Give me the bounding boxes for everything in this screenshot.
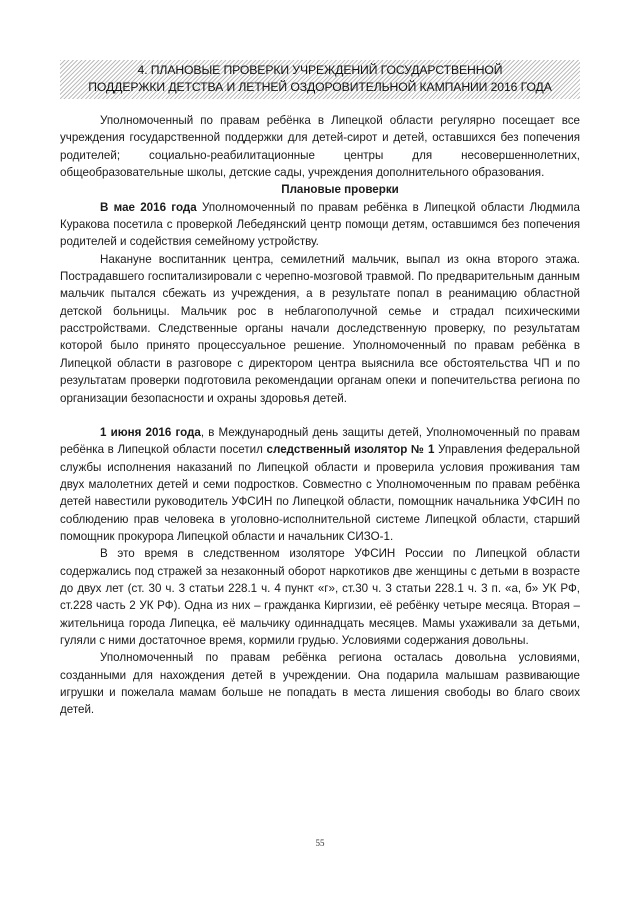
june-paragraph xyxy=(60,424,580,545)
mothers-paragraph: В это время в следственном изоляторе УФСИН России по Липецкой области содержались под стражей за незаконный оборот наркотиков две женщины с детьми в возрасте до двух лет (ст. 30 ч. 3 статьи 228.1 ч. 4 пункт «г», ст.30 ч. 3 статьи 228.1 ч. 3 п. «а, б» УК РФ, ст.228 часть 2 УК РФ). Одна из них – гражданка Киргизии, её ребёнку четыре месяца. Вторая – жительница города Липецка, её мальчику одиннадцать месяцев. Мамы ухаживали за детьми, гуляли с ними достаточное время, кормили грудью. Условиями содержания довольны. xyxy=(60,547,580,647)
intro-paragraph: Уполномоченный по правам ребёнка в Липецкой области регулярно посещает все учреждения государственной поддержки для детей-сирот и детей, оставшихся без попечения родителей; социально-реабилитационные центры для несовершеннолетних, общеобразовательные школы, детские сады, учреждения дополнительного образования. xyxy=(60,114,580,180)
section-heading xyxy=(60,60,580,99)
june-text-mid: , в Международный день защиты детей, Уполномоченный по правам ребёнка в Липецкой области посетил xyxy=(60,425,580,457)
may-date-lead: В мае 2016 года xyxy=(100,200,197,214)
incident-paragraph: Накануне воспитанник центра, семилетний мальчик, выпал из окна второго этажа. Пострадавшего госпитализировали с черепно-мозговой травмой. По предварительным данным мальчик пытался сбежать из учреждения, а в результате попал в реанимацию областной детской больницы. Мальчик рос в неблагополучной семье и страдал психическими расстройствами. Следственные органы начали доследственную проверку, по результатам которой было принято процессуальное решение. Уполномоченный по правам ребёнка в Липецкой области в разговоре с директором центра выяснила все обстоятельства ЧП и по результатам проверки подготовила рекомендации органам опеки и попечительства региона по организации безопасности и охраны здоровья детей. xyxy=(60,252,580,405)
section-heading-line-1: 4. ПЛАНОВЫЕ ПРОВЕРКИ УЧРЕЖДЕНИЙ ГОСУДАРСТВЕННОЙ xyxy=(137,63,503,77)
may-text: Уполномоченный по правам ребёнка в Липецкой области Людмила Куракова посетила с проверкой Лебедянский центр помощи детям, оставшимся без попечения родителей и содействия семейному устройству. xyxy=(60,200,580,249)
may-paragraph xyxy=(60,199,580,251)
document-body xyxy=(60,112,580,719)
june-text-rest: Управления федеральной службы исполнения наказаний по Липецкой области и проверила условия проживания там двух малолетних детей и семи подростков. Совместно с Уполномоченным по правам ребёнка детей навестили руководитель УФСИН по Липецкой области, помощник начальника УФСИН по соблюдению прав человека в уголовно-исполнительной системе Липецкой области, старший помощник прокурора Липецкой области и начальник СИЗО-1. xyxy=(60,443,580,543)
subheading-planned-checks: Плановые проверки xyxy=(281,183,399,197)
june-date-lead: 1 июня 2016 года xyxy=(100,425,201,439)
closing-paragraph: Уполномоченный по правам ребёнка региона осталась довольна условиями, созданными для нахождения детей в учреждении. Она подарила малышам развивающие игрушки и пожелала мамам больше не попадать в места лишения свободы во благо своих детей. xyxy=(60,651,580,717)
page-number: 55 xyxy=(315,838,325,848)
section-heading-line-2: ПОДДЕРЖКИ ДЕТСТВА И ЛЕТНЕЙ ОЗДОРОВИТЕЛЬНОЙ КАМПАНИИ 2016 ГОДА xyxy=(88,80,552,94)
june-facility-name: следственный изолятор № 1 xyxy=(266,443,435,457)
